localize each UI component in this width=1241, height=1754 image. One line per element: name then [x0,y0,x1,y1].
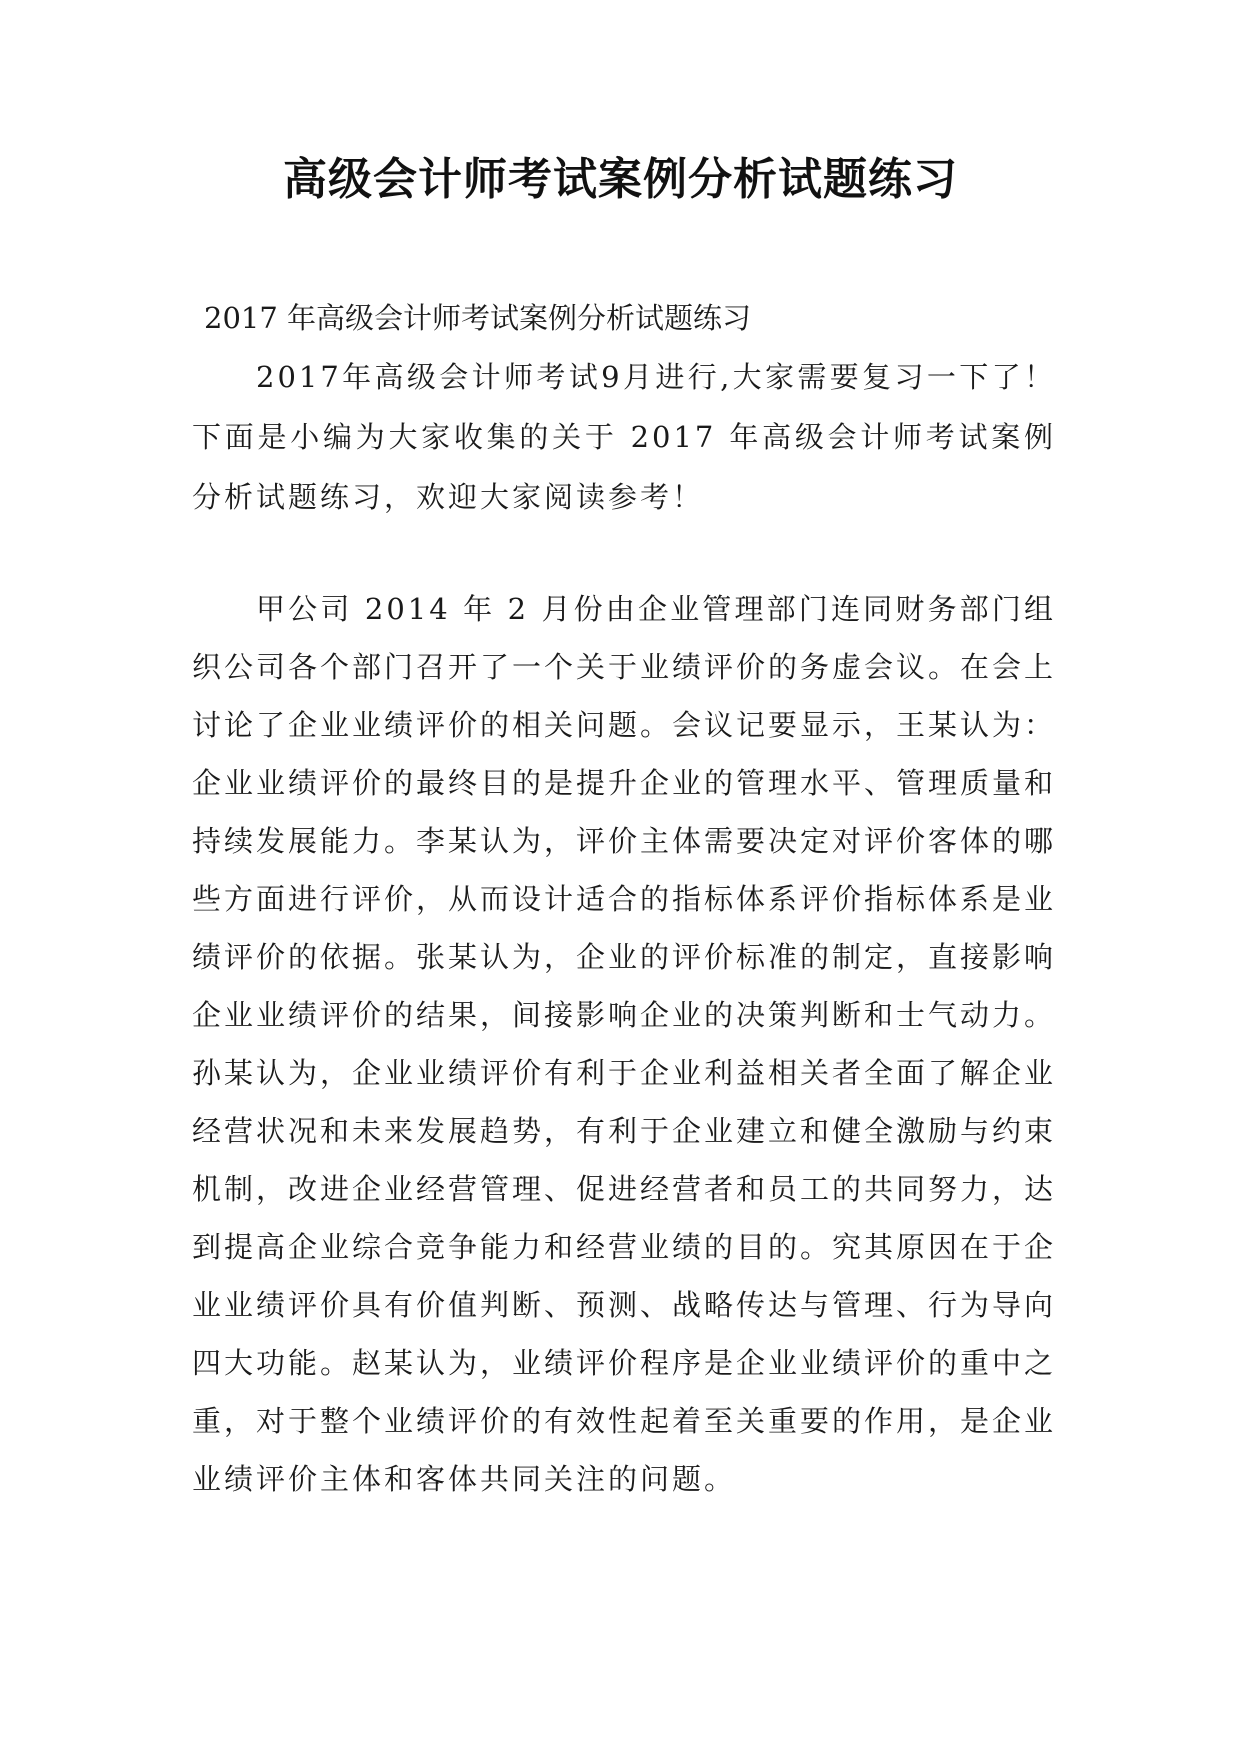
document-subtitle: 2017 年高级会计师考试案例分析试题练习 [204,301,752,335]
body-paragraph: 甲公司 2014 年 2 月份由企业管理部门连同财务部门组织公司各个部门召开了一个关于业绩评价的务虚会议。在会上讨论了企业业绩评价的相关问题。会议记要显示，王某认为：企业业绩评价的最终目的是提升企业的管理水平、管理质量和持续发展能力。李某认为，评价主体需要决定对评价客体的哪些方面进行评价，从而设计适合的指标体系评价指标体系是业绩评价的依据。张某认为，企业的评价标准的制定，直接影响企业业绩评价的结果，间接影响企业的决策判断和士气动力。孙某认为，企业业绩评价有利于企业利益相关者全面了解企业经营状况和未来发展趋势，有利于企业建立和健全激励与约束机制，改进企业经营管理、促进经营者和员工的共同努力，达到提高企业综合竞争能力和经营业绩的目的。究其原因在于企业业绩评价具有价值判断、预测、战略传达与管理、行为导向四大功能。赵某认为，业绩评价程序是企业业绩评价的重中之重，对于整个业绩评价的有效性起着至关重要的作用，是企业业绩评价主体和客体共同关注的问题。 [192,592,1057,1496]
document-title: 高级会计师考试案例分析试题练习 [283,154,958,205]
intro-paragraph: 2017年高级会计师考试9月进行,大家需要复习一下了！下面是小编为大家收集的关于 2017 年高级会计师考试案例分析试题练习，欢迎大家阅读参考！ [192,360,1056,514]
